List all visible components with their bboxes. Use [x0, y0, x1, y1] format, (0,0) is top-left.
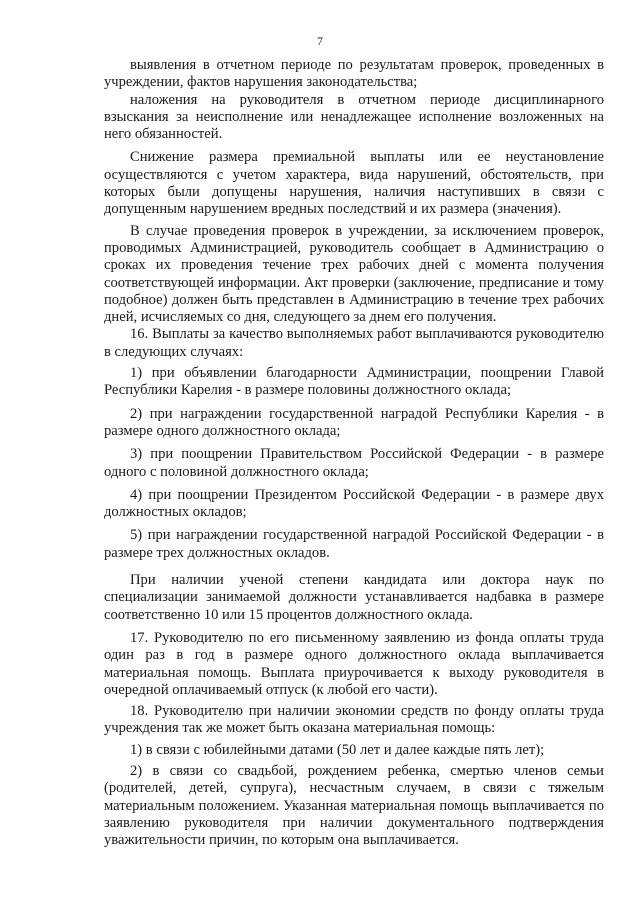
paragraph: 18. Руководителю при наличии экономии средств по фонду оплаты труда учреждения так же может быть оказана материальная помощь:: [104, 703, 604, 737]
paragraph: 17. Руководителю по его письменному заявлению из фонда оплаты труда один раз в год в размере одного должностного оклада выплачивается материальная помощь. Выплата приурочивается к выходу руководителя в очередной оплачиваемый отпуск (к любой его части).: [104, 629, 604, 698]
list-item: 2) в связи со свадьбой, рождением ребенка, смертью членов семьи (родителей, детей, супруга), несчастным случаем, в связи с тяжелым материальным положением. Указанная материальная помощь выплачивается по заявлению руководителя при наличии документального подтверждения уважительности причин, по которым она выплачивается.: [104, 762, 604, 849]
paragraph: При наличии ученой степени кандидата или доктора наук по специализации занимаемой должности устанавливается надбавка в размере соответственно 10 или 15 процентов должностного оклада.: [104, 572, 604, 623]
paragraph: выявления в отчетном периоде по результатам проверок, проведенных в учреждении, фактов нарушения законодательства;: [104, 57, 604, 91]
paragraph: Снижение размера премиальной выплаты или ее неустановление осуществляются с учетом характера, вида нарушений, обстоятельств, при которых были допущены нарушения, наличия наступивших в связи с допущенным нарушением вредных последствий и их размера (значения).: [104, 149, 604, 218]
document-body: [104, 57, 604, 849]
list-item: 1) при объявлении благодарности Администрации, поощрении Главой Республики Карелия - в размере половины должностного оклада;: [104, 365, 604, 399]
list-item: 3) при поощрении Правительством Российской Федерации - в размере одного с половиной должностного оклада;: [104, 446, 604, 480]
page-number: 7: [317, 34, 323, 48]
list-item: 5) при награждении государственной наградой Российской Федерации - в размере трех должностных окладов.: [104, 527, 604, 561]
list-item: 1) в связи с юбилейными датами (50 лет и далее каждые пять лет);: [130, 741, 545, 758]
paragraph: В случае проведения проверок в учреждении, за исключением проверок, проводимых Администрацией, руководитель сообщает в Администрацию о сроках их проведения течение трех рабочих дней с момента получения соответствующей информации. Акт проверки (заключение, предписание и тому подобное) должен быть представлен в Администрацию в течение трех рабочих дней, исчисляемых со дня, следующего за днем его получения.: [104, 222, 604, 326]
paragraph: наложения на руководителя в отчетном периоде дисциплинарного взыскания за неисполнение или ненадлежащее исполнение возложенных на него обязанностей.: [104, 91, 604, 143]
list-item: 4) при поощрении Президентом Российской Федерации - в размере двух должностных окладов;: [104, 486, 604, 521]
list-item: 2) при награждении государственной наградой Республики Карелия - в размере одного должностного оклада;: [104, 405, 604, 439]
paragraph: 16. Выплаты за качество выполняемых работ выплачиваются руководителю в следующих случаях:: [104, 326, 604, 360]
